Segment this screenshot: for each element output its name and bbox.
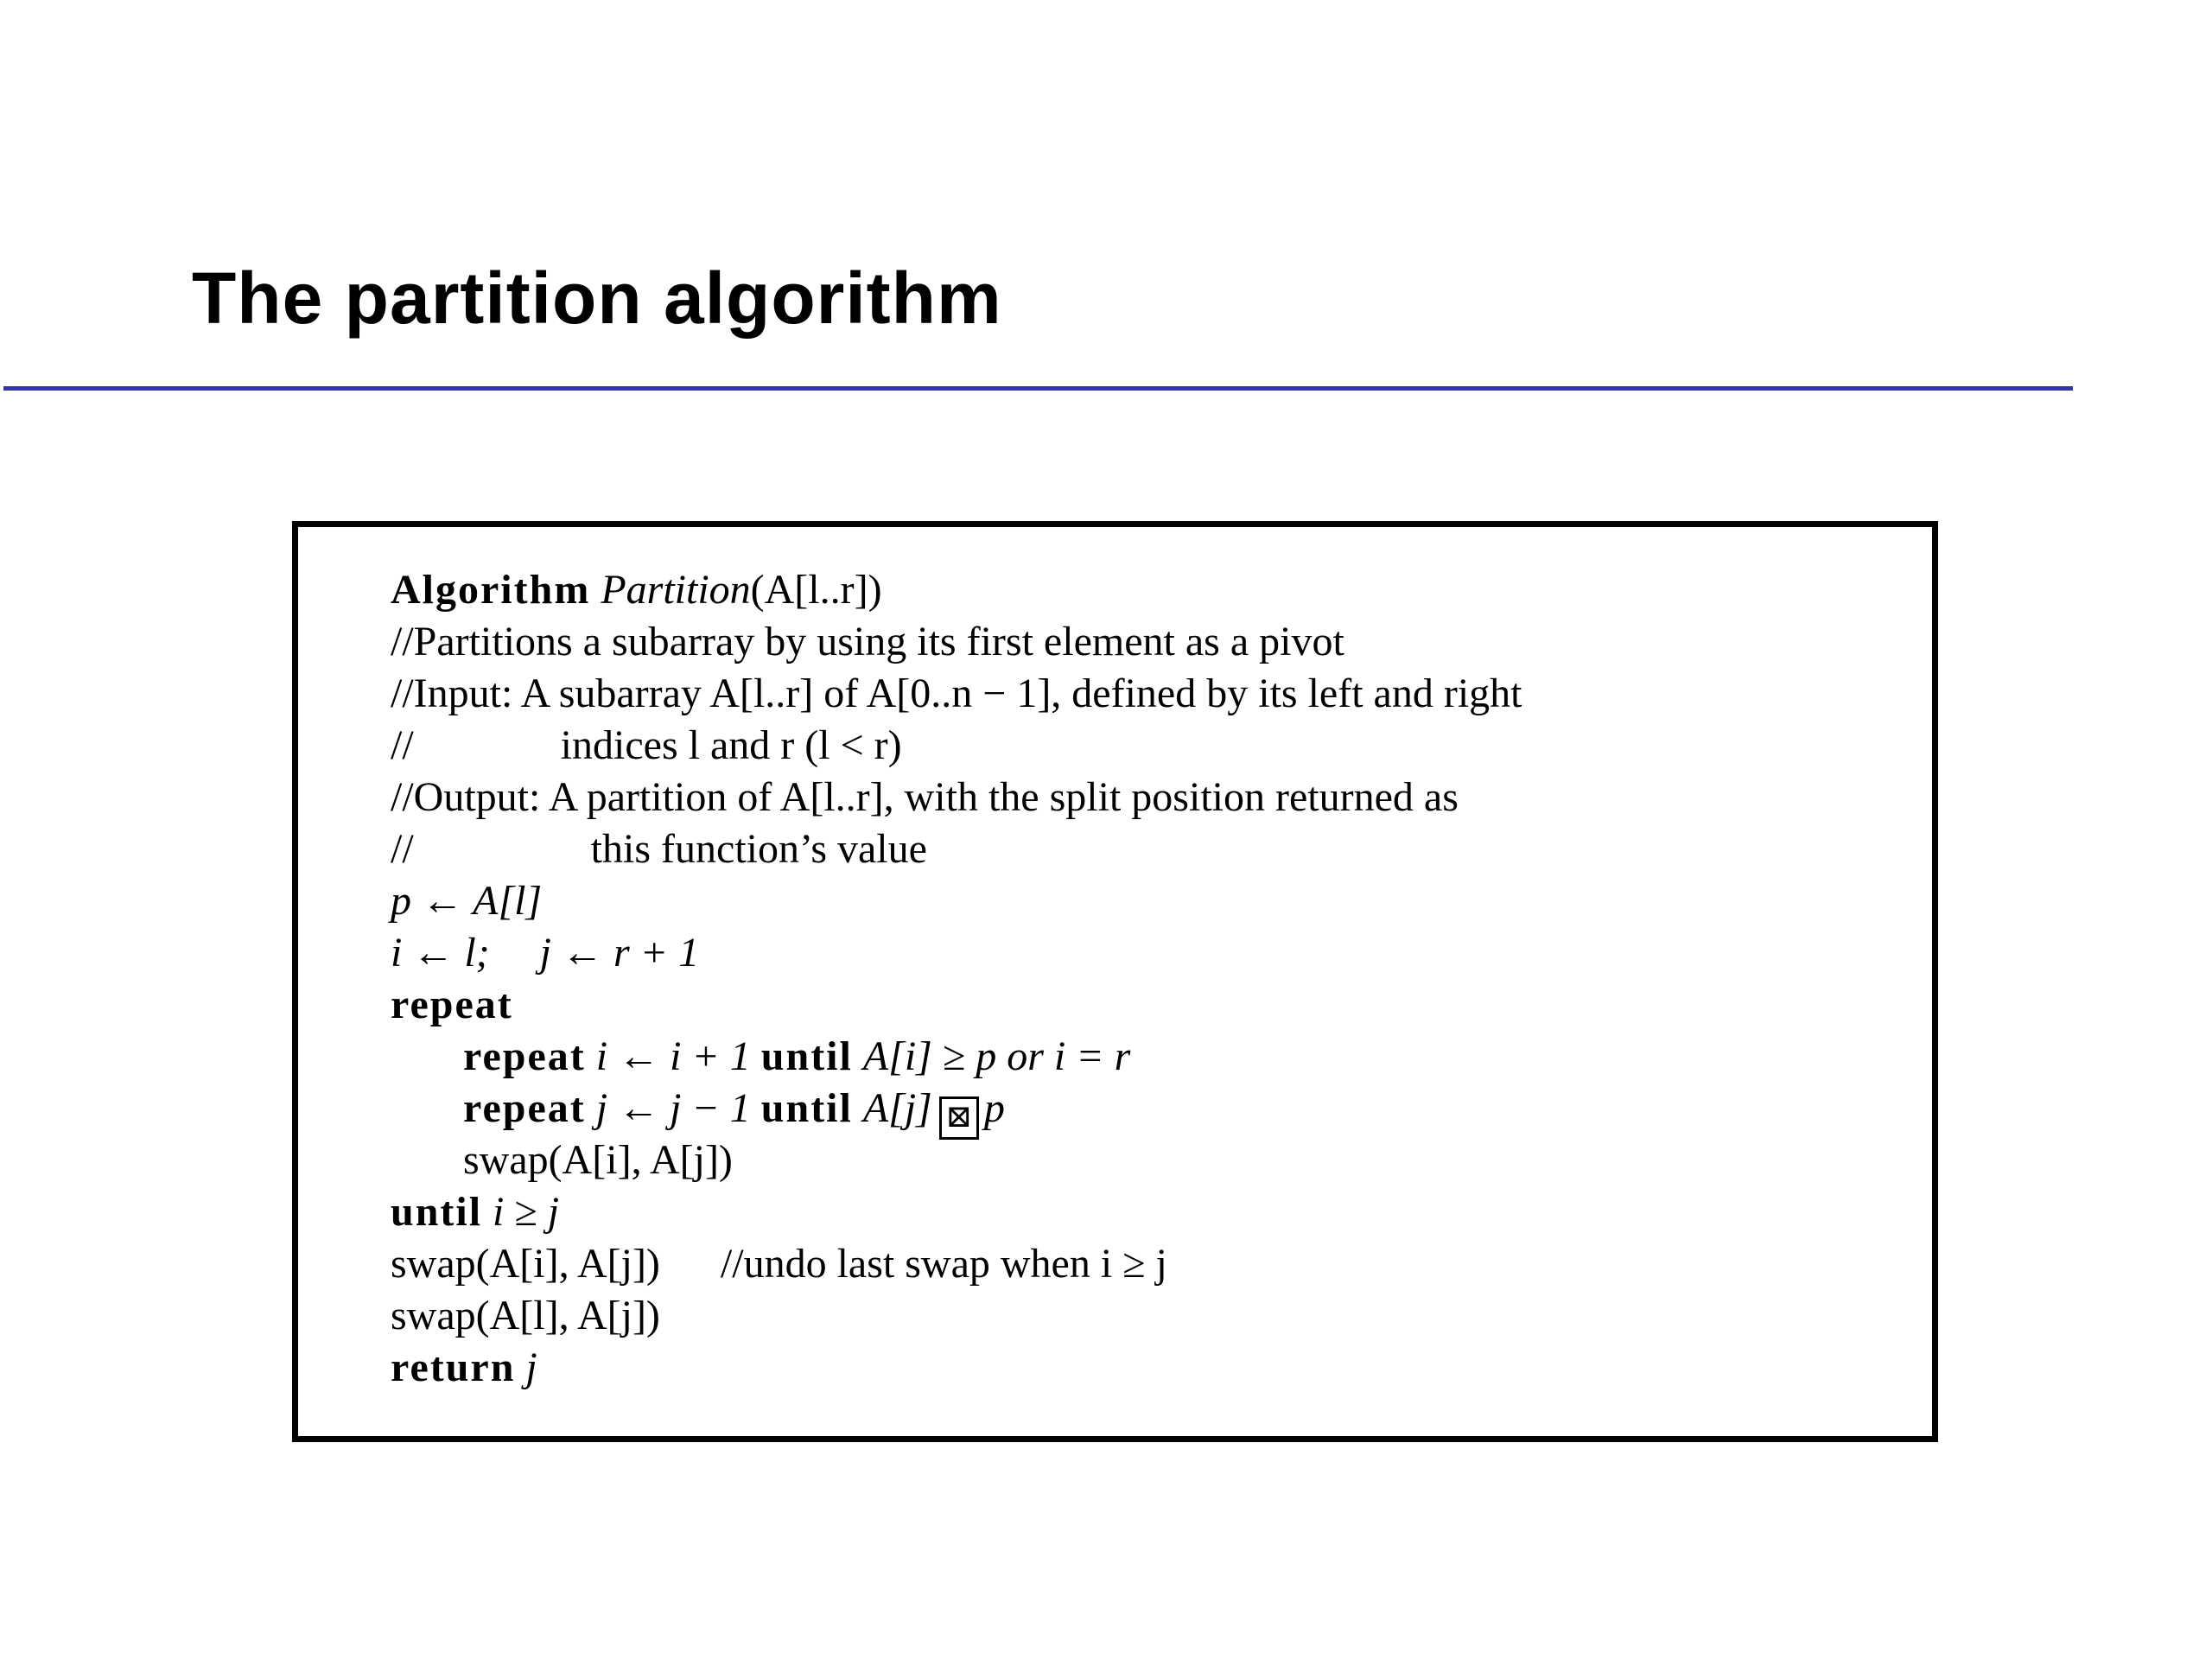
undo-swap: swap(A[i], A[j]): [391, 1241, 660, 1287]
code-line-undo-swap: [391, 1238, 1167, 1290]
comment-line: [391, 720, 902, 772]
algorithm-header: [391, 564, 882, 616]
code-line-inner-repeat-j: [463, 1083, 1005, 1135]
comment-text: this function’s value: [590, 826, 927, 872]
until-keyword: until: [760, 1085, 853, 1131]
init-i: i ← l;: [391, 930, 490, 976]
comment-line: [391, 823, 927, 875]
comment-line: //Output: A partition of A[l..r], with the split position returned as: [391, 774, 1459, 820]
comment-prefix: //: [391, 826, 414, 872]
unknown-symbol-icon: ⊠: [939, 1096, 979, 1140]
until-condition: i ≥ j: [493, 1189, 560, 1235]
until-condition-right: p: [983, 1085, 1005, 1131]
algorithm-args: (A[l..r]): [750, 567, 882, 613]
comment-line: //Input: A subarray A[l..r] of A[0..n − 1], defined by its left and right: [391, 671, 1522, 716]
decrement-expr: j ← j − 1: [595, 1085, 751, 1131]
until-condition-left: A[j]: [862, 1085, 932, 1131]
code-line-final-swap: swap(A[l], A[j]): [391, 1293, 660, 1338]
comment-line: //Partitions a subarray by using its first element as a pivot: [391, 619, 1344, 664]
code-line-inner-repeat-i: [463, 1031, 1130, 1083]
page-title: The partition algorithm: [192, 257, 1002, 339]
repeat-keyword: repeat: [463, 1033, 586, 1079]
code-line-repeat: repeat: [391, 982, 513, 1027]
comment-text: indices l and r (l < r): [560, 722, 902, 768]
algorithm-keyword: Algorithm: [391, 567, 591, 613]
algorithm-name: Partition: [601, 567, 751, 613]
code-line-inner-swap: swap(A[i], A[j]): [463, 1137, 733, 1183]
repeat-keyword: repeat: [463, 1085, 586, 1131]
code-line-until: [391, 1186, 559, 1238]
code-line-return: [391, 1342, 537, 1394]
undo-comment: //undo last swap when i ≥ j: [720, 1241, 1167, 1287]
code-line-init: [391, 927, 699, 979]
until-keyword: until: [760, 1033, 853, 1079]
return-keyword: return: [391, 1344, 516, 1390]
until-keyword: until: [391, 1189, 483, 1235]
increment-expr: i ← i + 1: [595, 1033, 751, 1079]
comment-prefix: //: [391, 722, 414, 768]
return-value: j: [525, 1344, 537, 1390]
code-line-pivot: p ← A[l]: [391, 878, 543, 924]
title-divider: [3, 386, 2073, 391]
until-condition: A[i] ≥ p or i = r: [862, 1033, 1131, 1079]
init-j: j ← r + 1: [539, 930, 700, 976]
